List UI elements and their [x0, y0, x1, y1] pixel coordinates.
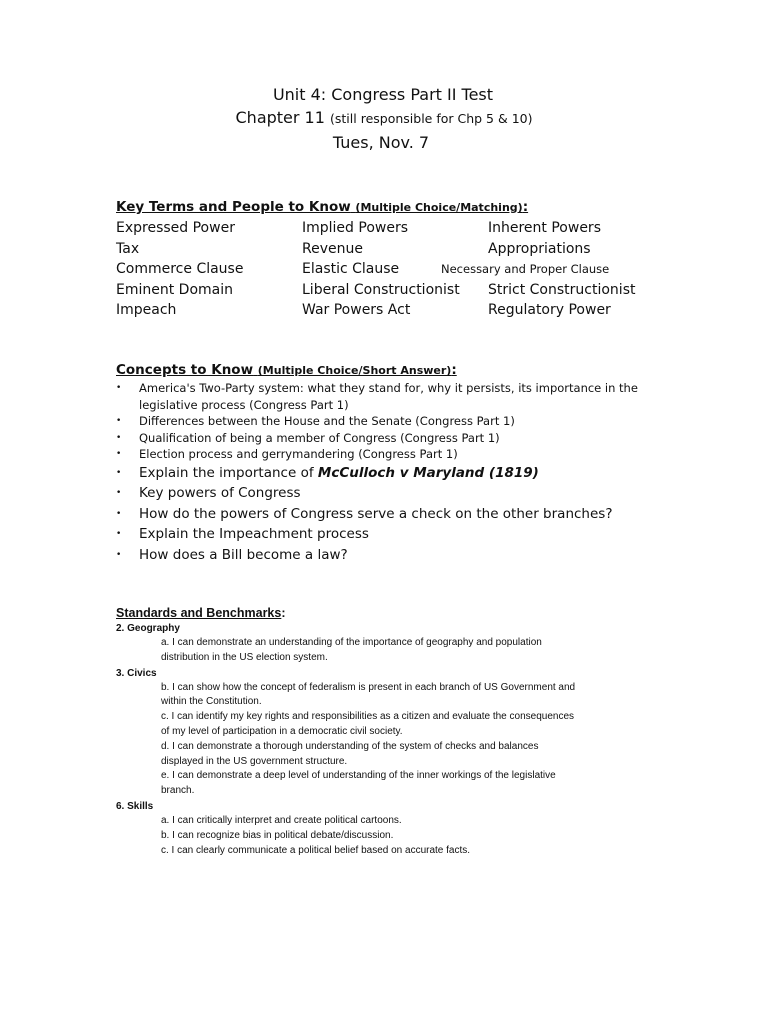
term-item: War Powers Act: [302, 302, 411, 318]
term-item: Regulatory Power: [488, 302, 611, 318]
standard-item: a. I can demonstrate an understanding of the importance of geography and population: [161, 637, 542, 648]
key-terms-heading: Key Terms and People to Know (Multiple Choice/Matching):: [116, 199, 529, 215]
standard-item: distribution in the US election system.: [161, 651, 328, 663]
list-item: • How does a Bill become a law?: [116, 545, 676, 566]
standard-item: c. I can clearly communicate a political belief based on accurate facts.: [161, 844, 471, 856]
terms-row: [116, 259, 676, 280]
term-item: Tax: [116, 240, 140, 257]
concepts-heading: Concepts to Know (Multiple Choice/Short Answer):: [116, 362, 457, 378]
key-terms-grid: [116, 218, 676, 321]
standard-item: b. I can recognize bias in political debate/discussion.: [161, 829, 394, 841]
term-item: Commerce Clause: [116, 261, 244, 277]
term-item: Implied Powers: [302, 220, 409, 236]
terms-row: [116, 300, 676, 321]
list-item: • Explain the Impeachment process: [116, 524, 676, 545]
list-item: • Differences between the House and the Senate (Congress Part 1): [116, 413, 676, 430]
standard-item: within the Constitution.: [161, 696, 262, 708]
standard-item: a. I can critically interpret and create political cartoons.: [161, 814, 402, 826]
case-name: McCulloch v Maryland (1819): [317, 464, 539, 481]
term-item: Inherent Powers: [488, 220, 601, 236]
list-item: [116, 463, 676, 484]
term-item: Expressed Power: [116, 220, 235, 236]
term-item: Revenue: [302, 240, 363, 257]
term-item: Necessary and Proper Clause: [441, 262, 610, 276]
term-item: Strict Constructionist: [488, 281, 636, 298]
list-item: • Key powers of Congress: [116, 483, 676, 504]
chapter-note: (still responsible for Chp 5 & 10): [330, 111, 533, 126]
standard-item: displayed in the US government structure.: [161, 755, 348, 767]
standards-section: [116, 605, 656, 858]
standard-item: b. I can show how the concept of federalism is present in each branch of US Government and: [161, 681, 576, 693]
list-item: • How do the powers of Congress serve a check on the other branches?: [116, 504, 676, 525]
term-item: Eminent Domain: [116, 281, 233, 298]
standards-heading: Standards and Benchmarks:: [116, 606, 286, 620]
list-item: • America's Two-Party system: what they stand for, why it persists, its importance in the legislative process (Congress Part 1): [116, 380, 676, 413]
standard-item: of my level of participation in a democratic civil society.: [161, 725, 403, 737]
standard-category: 2. Geography: [116, 623, 180, 634]
standard-item: e. I can demonstrate a deep level of understanding of the inner workings of the legislative: [161, 770, 556, 782]
term-item: Impeach: [116, 302, 177, 318]
term-item: Liberal Constructionist: [302, 281, 460, 298]
standard-item: d. I can demonstrate a thorough understanding of the system of checks and balances: [161, 740, 539, 752]
standard-category: 6. Skills: [116, 800, 154, 812]
test-date: Tues, Nov. 7: [332, 133, 430, 152]
list-item: • Qualification of being a member of Congress (Congress Part 1): [116, 430, 676, 447]
term-item: Elastic Clause: [302, 261, 400, 277]
term-item: Appropriations: [488, 240, 591, 257]
test-title: Unit 4: Congress Part II Test: [272, 85, 494, 104]
concepts-list: [116, 380, 676, 565]
terms-row: [116, 218, 676, 239]
standard-item: c. I can identify my key rights and responsibilities as a citizen and evaluate the consequences: [161, 711, 575, 723]
terms-row: [116, 280, 676, 301]
standard-item: branch.: [161, 785, 195, 797]
standard-category: 3. Civics: [116, 667, 157, 679]
terms-row: [116, 239, 676, 260]
chapter-label: Chapter 11: [235, 108, 325, 127]
document-header: [0, 84, 768, 155]
list-item-text: Explain the importance of: [139, 464, 318, 481]
chapter-line: [0, 106, 768, 131]
list-item: • Election process and gerrymandering (Congress Part 1): [116, 446, 676, 463]
